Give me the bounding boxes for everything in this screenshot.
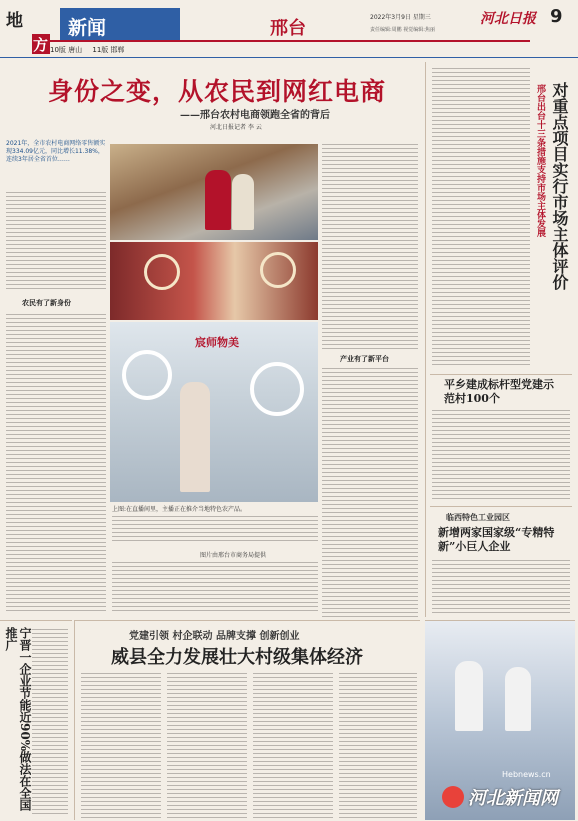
edition-item: 10版 唐山 <box>50 46 83 54</box>
lead-body-col1 <box>6 192 106 292</box>
bottom-body-3 <box>253 673 333 818</box>
right-mid-headline: 平乡建成标杆型党建示范村100个 <box>444 378 554 405</box>
bottom-body-1 <box>81 673 161 818</box>
photo-credit: 图片由邢台市商务局提供 <box>200 552 267 559</box>
lead-byline: 河北日报记者 李 云 <box>210 124 262 131</box>
masthead <box>0 0 578 56</box>
masthead-fang-box <box>32 34 50 54</box>
masthead-fang: 方 <box>33 36 49 54</box>
masthead-rule-blue <box>0 57 578 58</box>
right-mid-rule <box>430 374 572 375</box>
photo-livestream-2 <box>110 242 318 320</box>
masthead-rule <box>48 40 530 42</box>
page-number: 9 <box>550 6 563 27</box>
person-figure <box>505 667 531 731</box>
issue-date: 2022年3月9日 星期三 <box>370 14 431 21</box>
lead-body-col2 <box>322 144 418 349</box>
right-column <box>425 62 575 617</box>
lead-body-col2b <box>322 368 418 618</box>
ring-light <box>144 254 180 290</box>
right-subhead: 邢台出台十三条措施支持市场主体发展 <box>535 84 545 237</box>
masthead-di: 地 <box>6 11 23 31</box>
lead-intro-box <box>6 140 108 188</box>
watermark <box>440 770 576 818</box>
edition-item: 11版 邯郸 <box>92 46 125 54</box>
photo-caption-lines <box>112 516 318 544</box>
lead-story <box>0 62 420 617</box>
right-body-2 <box>432 410 570 502</box>
bottom-headline: 威县全力发展壮大村级集体经济 <box>111 647 363 668</box>
right-lower-rule <box>430 506 572 507</box>
editions-bar <box>50 45 125 55</box>
lead-intro: 2021年，全市农村电商网络零售额实现334.09亿元，同比增长11.38%，连续3年居全省首位…… <box>6 140 106 163</box>
city-title: 邢台 <box>270 18 306 39</box>
person-figure <box>455 661 483 731</box>
right-headline: 对重点项目实行市场主体评价 <box>550 82 569 290</box>
bottom-story <box>74 620 420 820</box>
ring-light <box>260 252 296 288</box>
lead-subhead: ——邢台农村电商领跑全省的背后 <box>180 110 330 121</box>
watermark-brand: 河北新闻网 <box>468 788 558 809</box>
right-body-1 <box>432 68 530 368</box>
right-lower-kicker: 临西特色工业园区 <box>446 513 510 522</box>
bottom-body-2 <box>167 673 247 818</box>
lead-body-col3 <box>112 562 318 612</box>
person-figure <box>180 382 210 492</box>
ring-light <box>250 362 304 416</box>
lead-body-col1b <box>6 314 106 614</box>
watermark-url: Hebnews.cn <box>502 770 551 779</box>
photo-livestream-3 <box>110 322 318 502</box>
photo-sign: 宸师物美 <box>195 336 239 349</box>
bottom-left-headline: 宁晋一企业节能近90%做法在全国推广 <box>4 627 32 812</box>
right-body-3 <box>432 560 570 615</box>
photo-livestream-1 <box>110 144 318 240</box>
photo-caption: 上图:在直播间里，主播正在推介当地特色农产品。 <box>112 506 247 513</box>
bottom-left-story <box>0 620 72 820</box>
bottom-kicker: 党建引领 村企联动 品牌支撑 创新创业 <box>129 631 300 642</box>
editor-info: 责任编辑:周鹏 视觉编辑:焦丽 <box>370 27 435 33</box>
paper-logo: 河北日报 <box>480 11 536 27</box>
section-head-1: 农民有了新身份 <box>22 299 71 307</box>
section-head-2: 产业有了新平台 <box>340 355 389 363</box>
right-lower-headline: 新增两家国家级“专精特新”小巨人企业 <box>438 526 555 553</box>
section-tab <box>60 8 180 42</box>
watermark-logo-icon <box>442 786 464 808</box>
person-figure <box>205 170 231 230</box>
person-figure <box>232 174 254 230</box>
lead-headline: 身份之变，从农民到网红电商 <box>48 77 387 106</box>
section-title: 新闻 <box>68 17 107 39</box>
bottom-body-4 <box>339 673 417 818</box>
ring-light <box>122 350 172 400</box>
bottom-left-body <box>32 629 68 817</box>
